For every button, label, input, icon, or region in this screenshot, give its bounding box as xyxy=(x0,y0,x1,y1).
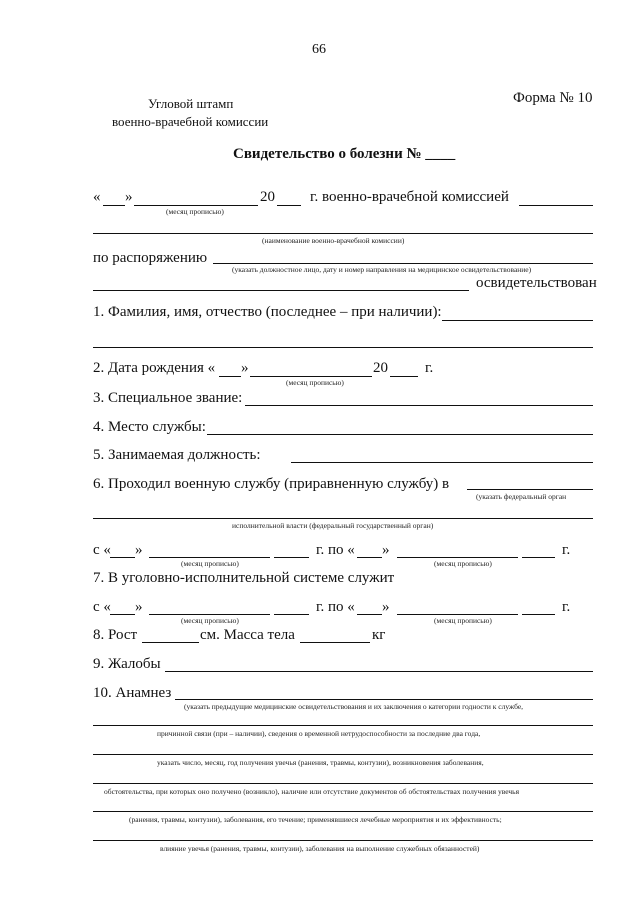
vvk-field-1[interactable] xyxy=(519,205,593,206)
year-prefix: 20 xyxy=(260,189,275,205)
form-number: Форма № 10 xyxy=(513,90,593,106)
period2-day-from[interactable] xyxy=(110,614,135,615)
period2-to: г. по « xyxy=(316,599,355,615)
hint-anamnesis-5: (ранения, травмы, контузии), заболевания, его течение; применявшиеся лечебные мероприятия и их эффективность; xyxy=(129,815,502,824)
vvk-name-field[interactable] xyxy=(93,233,593,234)
birth-month-field[interactable] xyxy=(250,376,372,377)
period1-to: г. по « xyxy=(316,542,355,558)
period2-month-to[interactable] xyxy=(397,614,518,615)
item-complaints-label: 9. Жалобы xyxy=(93,656,161,672)
period2-year-from[interactable] xyxy=(274,614,309,615)
anamnesis-field-3[interactable] xyxy=(93,754,593,755)
item-anamnesis-label: 10. Анамнез xyxy=(93,685,172,701)
period1-year-from[interactable] xyxy=(274,557,309,558)
period1-month-from[interactable] xyxy=(149,557,270,558)
item-rank-label: 3. Специальное звание: xyxy=(93,390,243,406)
date-open-quote: « xyxy=(93,189,101,205)
hint-period1-month-to: (месяц прописью) xyxy=(434,559,492,568)
hint-anamnesis-2: причинной связи (при – наличии), сведения о временной нетрудоспособности за последние два года, xyxy=(157,729,481,738)
item-service-place-label: 4. Место службы: xyxy=(93,419,206,435)
order-label: по распоряжению xyxy=(93,250,208,266)
anamnesis-field-5[interactable] xyxy=(93,811,593,812)
birth-g: г. xyxy=(425,360,434,376)
period2-g: г. xyxy=(562,599,571,615)
period2-year-to[interactable] xyxy=(522,614,555,615)
hint-anamnesis-3: указать число, месяц, год получения увечья (ранения, травмы, контузии), возникновения заболевания, xyxy=(157,758,484,767)
height-unit: см. Масса тела xyxy=(200,627,295,643)
birth-year-field[interactable] xyxy=(390,376,418,377)
weight-field[interactable] xyxy=(300,642,370,643)
period2-day-to[interactable] xyxy=(357,614,382,615)
birth-year-prefix: 20 xyxy=(373,360,388,376)
height-field[interactable] xyxy=(142,642,199,643)
page-number: 66 xyxy=(312,42,326,57)
period1-year-to[interactable] xyxy=(522,557,555,558)
period1-day-to[interactable] xyxy=(357,557,382,558)
hint-anamnesis-1: (указать предыдущие медицинские освидетельствования и их заключения о категории годности к службе, xyxy=(184,702,524,711)
period2-close: » xyxy=(135,599,143,615)
served-field[interactable] xyxy=(467,489,593,490)
period1-month-to[interactable] xyxy=(397,557,518,558)
served-field-2[interactable] xyxy=(93,518,593,519)
item-birth-label: 2. Дата рождения « xyxy=(93,360,216,376)
rank-field[interactable] xyxy=(245,405,593,406)
date-close-quote: » xyxy=(125,189,133,205)
period1-close: » xyxy=(135,542,143,558)
period2-month-from[interactable] xyxy=(149,614,270,615)
item-served-label: 6. Проходил военную службу (приравненную службу) в xyxy=(93,476,450,492)
hint-anamnesis-4: обстоятельства, при которых оно получено (возникло), наличие или отсутствие документов об обстоятельствах получения увечья xyxy=(104,787,520,796)
hint-period2-month-to: (месяц прописью) xyxy=(434,616,492,625)
examined-text: освидетельствован xyxy=(476,275,597,291)
period1-g: г. xyxy=(562,542,571,558)
anamnesis-field-6[interactable] xyxy=(93,840,593,841)
item-position-label: 5. Занимаемая должность: xyxy=(93,447,261,463)
hint-exec-power: исполнительной власти (федеральный государственный орган) xyxy=(232,521,434,530)
birth-close-quote: » xyxy=(241,360,249,376)
item-height-label: 8. Рост xyxy=(93,627,138,643)
period1-day-from[interactable] xyxy=(110,557,135,558)
item-penal-label: 7. В уголовно-исполнительной системе служит xyxy=(93,570,395,586)
stamp-line-1: Угловой штамп xyxy=(148,96,234,111)
order-field-2[interactable] xyxy=(93,290,469,291)
anamnesis-field-4[interactable] xyxy=(93,783,593,784)
hint-birth-month: (месяц прописью) xyxy=(286,378,344,387)
hint-month-words: (месяц прописью) xyxy=(166,207,224,216)
period1-from: с « xyxy=(93,542,111,558)
vvk-text: г. военно-врачебной комиссией xyxy=(310,189,509,205)
hint-order-details: (указать должностное лицо, дату и номер направления на медицинское освидетельствование) xyxy=(232,265,532,274)
weight-unit: кг xyxy=(372,627,386,643)
anamnesis-field-2[interactable] xyxy=(93,725,593,726)
anamnesis-field-1[interactable] xyxy=(175,699,593,700)
document-title: Свидетельство о болезни № ____ xyxy=(233,146,456,162)
hint-federal-organ: (указать федеральный орган xyxy=(476,492,567,501)
year-field[interactable] xyxy=(277,205,301,206)
order-field[interactable] xyxy=(213,263,593,264)
service-place-field[interactable] xyxy=(207,434,593,435)
name-field[interactable] xyxy=(442,320,593,321)
day-field[interactable] xyxy=(103,205,125,206)
complaints-field[interactable] xyxy=(165,671,593,672)
month-field[interactable] xyxy=(134,205,258,206)
period1-close-2: » xyxy=(382,542,390,558)
period2-from: с « xyxy=(93,599,111,615)
hint-period1-month-from: (месяц прописью) xyxy=(181,559,239,568)
stamp-line-2: военно-врачебной комиссии xyxy=(112,114,269,129)
birth-day-field[interactable] xyxy=(219,376,241,377)
item-name-label: 1. Фамилия, имя, отчество (последнее – при наличии): xyxy=(93,304,442,320)
hint-period2-month-from: (месяц прописью) xyxy=(181,616,239,625)
position-field[interactable] xyxy=(291,462,593,463)
period2-close-2: » xyxy=(382,599,390,615)
hint-anamnesis-6: влияние увечья (ранения, травмы, контузии), заболевания на выполнение служебных обязанностей) xyxy=(160,844,480,853)
name-field-2[interactable] xyxy=(93,347,593,348)
hint-vvk-name: (наименование военно-врачебной комиссии) xyxy=(262,236,405,245)
